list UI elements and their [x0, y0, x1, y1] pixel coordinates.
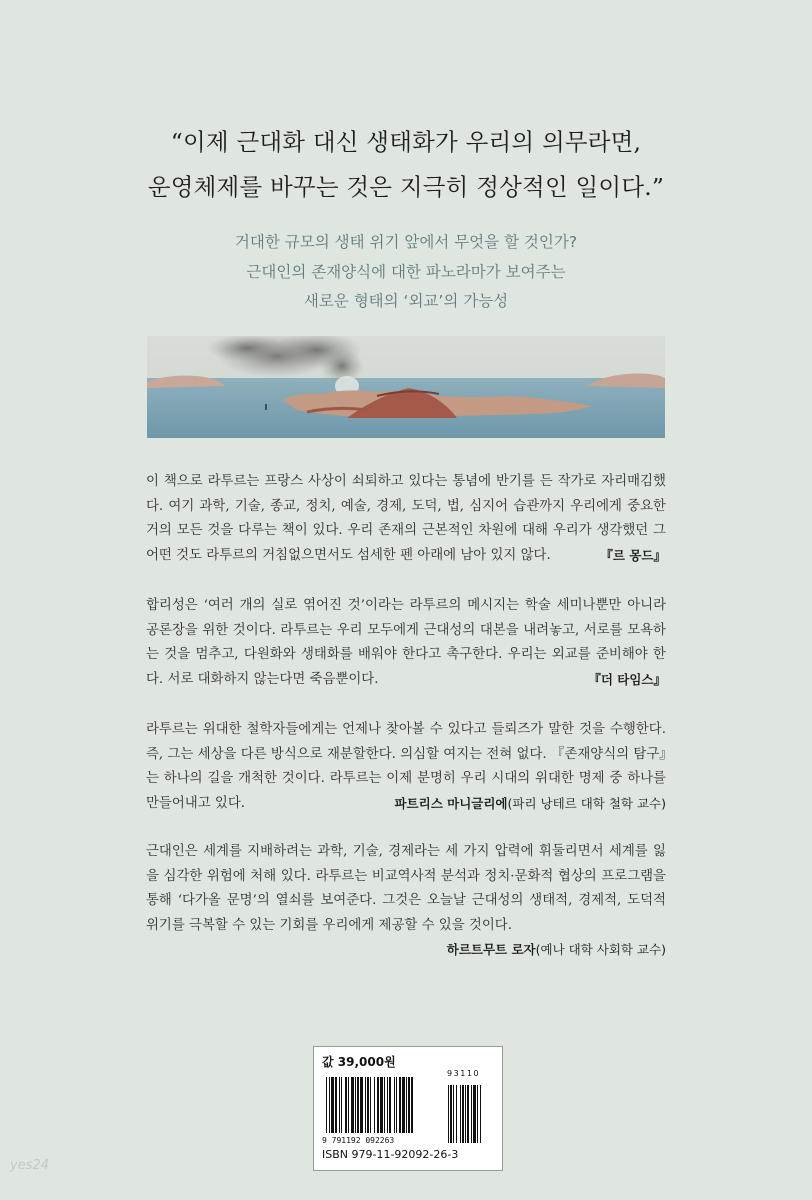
barcode-addon-bar: [471, 1085, 472, 1143]
volcano-island-illustration: [147, 336, 665, 438]
barcode-bar: [326, 1077, 327, 1133]
review-text: 합리성은 ‘여러 개의 실로 엮어진 것’이라는 라투르의 메시지는 학술 세미나뿐만 아니라 공론장을 위한 것이다. 라투르는 우리 모두에게 근대성의 대본을 내려놓고, 서로를 모욕하는 것을 멈추고, 다원화와 생태화를 배워야 한다고 촉구한다. 우리는 외교를 준비해야 한다. 서로 대화하지 않는다면 죽음뿐이다.: [146, 598, 666, 687]
subtitle-line-2: 근대인의 존재양식에 대한 파노라마가 보여주는: [246, 262, 566, 281]
barcode-bar: [380, 1077, 383, 1133]
barcode-bar: [365, 1077, 366, 1133]
barcode-addon-bar: [480, 1085, 481, 1143]
barcode-addon-bar: [453, 1085, 454, 1143]
review-text: 근대인은 세계를 지배하려는 과학, 기술, 경제라는 세 가지 압력에 휘둘리면서 세계를 잃을 심각한 위험에 처해 있다. 라투르는 비교역사적 분석과 정치·문화적 협상의 프로그램을 통해 ‘다가올 문명’의 열쇠를 보여준다. 그것은 오늘날 근대성의 생태적, 경제적, 도덕적 위기를 극복할 수 있는 기회를 우리에게 제공할 수 있을 것이다.: [146, 844, 666, 933]
barcode-bar: [399, 1077, 401, 1133]
review-rosa: [146, 840, 666, 963]
subtitle-line-1: 거대한 규모의 생태 위기 앞에서 무엇을 할 것인가?: [234, 233, 578, 251]
barcode-bar: [394, 1077, 395, 1133]
barcode-addon-bar: [460, 1085, 461, 1143]
barcode-bar: [387, 1077, 388, 1133]
source-name: 파트리스 마니글리에: [394, 795, 508, 811]
source-affiliation: (예나 대학 사회학 교수): [535, 942, 666, 957]
watermark: yes24: [10, 1158, 50, 1173]
barcode-bar: [351, 1077, 354, 1133]
barcode-addon-bar: [477, 1085, 478, 1143]
review-source: 『르 몽드』: [600, 547, 666, 563]
barcode-bar: [370, 1077, 371, 1133]
review-text: 이 책으로 라투르는 프랑스 사상이 쇠퇴하고 있다는 통념에 반기를 든 작가로 자리매김했다. 여기 과학, 기술, 종교, 정치, 예술, 경제, 도덕, 법, 심지어 습관까지 우리에게 중요한 거의 모든 것을 다루는 책이 있다. 우리 존재의 근본적인 차원에 대해 우리가 생각했던 그 어떤 것도 라투르의 거침없으면서도 섬세한 펜 아래에 남아 있지 않다.: [146, 474, 666, 563]
isbn-barcode: [313, 1046, 503, 1171]
barcode-addon-bar: [456, 1085, 457, 1143]
barcode-bar: [331, 1077, 334, 1133]
review-text: 라투르는 위대한 철학자들에게는 언제나 찾아볼 수 있다고 들뢰즈가 말한 것을 수행한다. 즉, 그는 세상을 다른 방식으로 재분할한다. 의심할 여지는 전혀 없다. 『존재양식의 탐구』는 하나의 길을 개척한 것이다. 라투르는 이제 분명히 우리 시대의 위대한 명제 중 하나를 만들어내고 있다.: [146, 722, 666, 811]
barcode-bar: [329, 1077, 330, 1133]
review-source: 『더 타임스』: [588, 671, 666, 687]
price-label: 값 39,000원: [322, 1055, 396, 1069]
barcode-addon-bar: [473, 1085, 476, 1143]
barcode-bar: [360, 1077, 363, 1133]
source-affiliation: (파리 낭테르 대학 철학 교수): [507, 795, 666, 811]
barcode-bar: [367, 1077, 369, 1133]
barcode-digits: 9 791192 092263: [322, 1136, 395, 1145]
barcode-addon-bar: [467, 1085, 469, 1143]
quote-line-1: “이제 근대화 대신 생태화가 우리의 의무라면,: [170, 128, 642, 156]
barcode-addon: 93110: [447, 1069, 480, 1078]
barcode-addon-bar: [450, 1085, 452, 1143]
quote-line-2: 운영체제를 바꾸는 것은 지극히 정상적인 일이다.”: [147, 173, 665, 201]
barcode-bar: [335, 1077, 337, 1133]
barcode-bar: [396, 1077, 397, 1133]
review-maniglier: [146, 718, 666, 816]
barcode-bar: [408, 1077, 410, 1133]
barcode-bars: [322, 1077, 494, 1145]
barcode-addon-bar: [462, 1085, 464, 1143]
cover-subtitle: [0, 228, 812, 317]
barcode-bar: [406, 1077, 407, 1133]
barcode-bar: [384, 1077, 385, 1133]
barcode-bar: [402, 1077, 405, 1133]
isbn-number: ISBN 979-11-92092-26-3: [322, 1148, 459, 1161]
review-le-monde: [146, 470, 666, 568]
barcode-bar: [357, 1077, 359, 1133]
barcode-addon-bar: [448, 1085, 449, 1143]
barcode-bar: [348, 1077, 349, 1133]
barcode-bar: [377, 1077, 379, 1133]
review-source: [146, 938, 666, 963]
barcode-bar: [374, 1077, 375, 1133]
review-the-times: [146, 594, 666, 692]
barcode-bar: [411, 1077, 413, 1133]
source-name: 하르트무트 로자: [446, 942, 536, 957]
subtitle-line-3: 새로운 형태의 ‘외교’의 가능성: [303, 292, 509, 310]
barcode-bar: [355, 1077, 356, 1133]
barcode-bar: [389, 1077, 391, 1133]
barcode-bar: [345, 1077, 347, 1133]
barcode-bar: [339, 1077, 340, 1133]
cover-quote: [0, 120, 812, 210]
barcode-addon-bar: [465, 1085, 466, 1143]
barcode-bar: [341, 1077, 342, 1133]
